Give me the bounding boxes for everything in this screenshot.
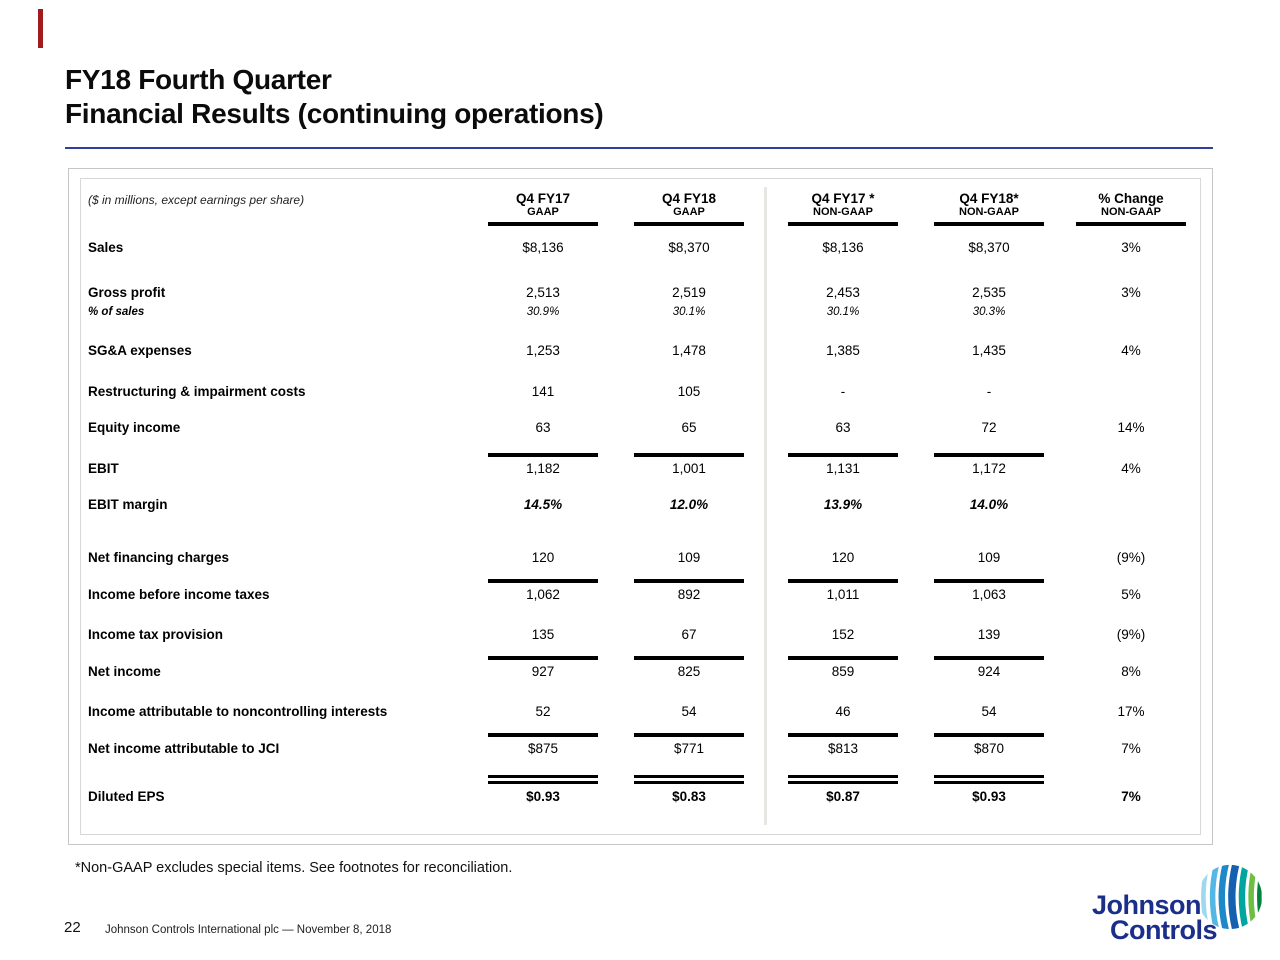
sum-rule	[488, 656, 598, 660]
header-underline	[1076, 222, 1186, 226]
table-row-restructuring: Restructuring & impairment costs 141 105 - -	[88, 384, 992, 399]
footer-text: Johnson Controls International plc — November 8, 2018	[105, 924, 392, 936]
logo-wordmark-line1: Johnson	[1092, 890, 1201, 920]
column-header-q4fy17-nongaap: Q4 FY17 * NON-GAAP	[770, 191, 916, 226]
table-row-sales: Sales $8,136 $8,370 $8,136 $8,370 3%	[88, 240, 1141, 255]
header-underline	[488, 222, 598, 226]
header-underline	[634, 222, 744, 226]
sum-rule	[788, 656, 898, 660]
sum-rule	[934, 733, 1044, 737]
sum-rule	[634, 579, 744, 583]
table-row-equity-income: Equity income 63 65 63 72 14%	[88, 420, 1145, 435]
table-row-gross-profit: Gross profit 2,513 2,519 2,453 2,535 3%	[88, 285, 1141, 300]
table-caption: ($ in millions, except earnings per share)	[88, 193, 305, 207]
header-underline	[788, 222, 898, 226]
page-title-line2: Financial Results (continuing operations)	[65, 98, 604, 129]
column-header-q4fy18-gaap: Q4 FY18 GAAP	[616, 191, 762, 226]
table-row-net-financing-charges: Net financing charges 120 109 120 109 (9%)	[88, 550, 1146, 565]
column-header-pct-change: % Change NON-GAAP	[1062, 191, 1200, 226]
sum-rule	[488, 579, 598, 583]
sum-rule	[488, 453, 598, 457]
table-row-ebit: EBIT 1,182 1,001 1,131 1,172 4%	[81, 453, 1200, 478]
sum-rule	[934, 579, 1044, 583]
sum-rule	[788, 453, 898, 457]
sum-rule	[634, 656, 744, 660]
johnson-controls-logo	[1080, 862, 1270, 948]
financial-table	[80, 178, 1201, 835]
table-row-net-income-jci: Net income attributable to JCI $875 $771 $813 $870 7%	[81, 733, 1200, 758]
sum-rule	[634, 733, 744, 737]
table-row-pct-of-sales: % of sales 30.9% 30.1% 30.1% 30.3%	[88, 306, 1006, 318]
table-row-ebit-margin: EBIT margin 14.5% 12.0% 13.9% 14.0%	[88, 497, 1009, 512]
table-row-net-income: Net income 927 825 859 924 8%	[81, 656, 1200, 681]
financial-table-frame	[68, 168, 1213, 845]
sum-rule	[788, 579, 898, 583]
sum-rule	[488, 733, 598, 737]
page-title-line1: FY18 Fourth Quarter	[65, 64, 332, 95]
slide-accent-mark	[38, 9, 43, 48]
page-title	[65, 63, 603, 131]
table-row-noncontrolling-interests: Income attributable to noncontrolling interests 52 54 46 54 17%	[88, 704, 1145, 719]
total-double-rule	[934, 775, 1044, 784]
table-header-row	[81, 191, 1200, 226]
table-row-diluted-eps: Diluted EPS $0.93 $0.83 $0.87 $0.93 7%	[81, 775, 1200, 806]
logo-swirl-icon	[1197, 864, 1263, 935]
sum-rule	[788, 733, 898, 737]
table-row-income-before-taxes: Income before income taxes 1,062 892 1,011 1,063 5%	[81, 579, 1200, 604]
title-divider	[65, 147, 1213, 149]
logo-wordmark-line2: Controls	[1110, 915, 1217, 945]
table-row-sga-expenses: SG&A expenses 1,253 1,478 1,385 1,435 4%	[88, 343, 1141, 358]
total-double-rule	[488, 775, 598, 784]
page-number: 22	[64, 919, 81, 936]
column-header-q4fy17-gaap: Q4 FY17 GAAP	[470, 191, 616, 226]
header-underline	[934, 222, 1044, 226]
sum-rule	[934, 656, 1044, 660]
sum-rule	[634, 453, 744, 457]
sum-rule	[934, 453, 1044, 457]
column-header-q4fy18-nongaap: Q4 FY18* NON-GAAP	[916, 191, 1062, 226]
total-double-rule	[634, 775, 744, 784]
total-double-rule	[788, 775, 898, 784]
table-row-income-tax-provision: Income tax provision 135 67 152 139 (9%)	[88, 627, 1146, 642]
footnote: *Non-GAAP excludes special items. See footnotes for reconciliation.	[75, 860, 513, 876]
